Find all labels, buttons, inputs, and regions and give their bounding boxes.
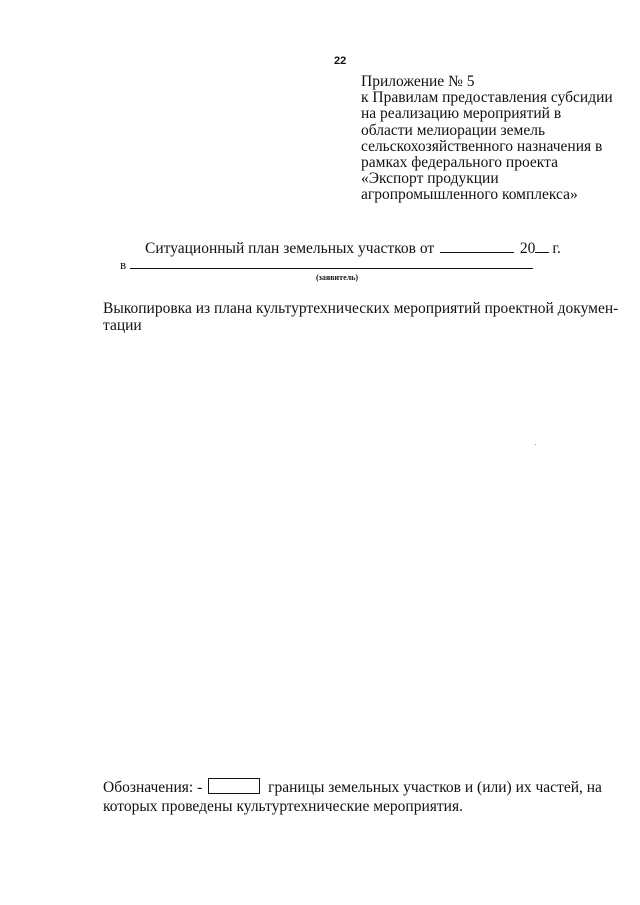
extract-heading (103, 300, 619, 334)
appendix-line: агропромышленного комплекса» (361, 186, 578, 204)
legend-label: Обозначения: - (103, 779, 203, 796)
legend (103, 778, 602, 816)
appendix-header (361, 74, 631, 204)
appendix-line: сельскохозяйственного назначения в (361, 137, 603, 155)
plan-title-text: Ситуационный план земельных участков от (145, 240, 435, 257)
legend-line (103, 778, 602, 797)
appendix-line: рамках федерального проекта (361, 154, 558, 172)
boundary-symbol-icon (208, 778, 260, 794)
applicant-caption: (заявитель) (316, 273, 358, 282)
applicant-prefix: в (120, 257, 127, 272)
year-suffix: г. (552, 240, 561, 257)
appendix-line: области мелиорации земель (361, 121, 546, 139)
appendix-line: к Правилам предоставления субсидии (361, 89, 613, 107)
extract-line: тации (103, 317, 142, 334)
appendix-line: Приложение № 5 (361, 73, 475, 90)
date-blank-field (440, 240, 514, 253)
legend-description: границы земельных участков и (или) их частей, на (268, 779, 602, 796)
appendix-line: «Экспорт продукции (361, 170, 499, 188)
legend-line: которых проведены культуртехнические мероприятия. (103, 798, 463, 815)
year-prefix: 20 (519, 240, 536, 257)
page-number: 22 (334, 55, 347, 67)
year-blank-field (535, 240, 549, 253)
plan-title (145, 240, 561, 258)
extract-line: Выкопировка из плана культуртехнических мероприятий проектной докумен- (103, 300, 619, 317)
appendix-line: на реализацию мероприятий в (361, 105, 562, 123)
applicant-blank-field (130, 258, 533, 269)
scan-artifact (535, 444, 536, 445)
applicant-row (120, 257, 533, 273)
